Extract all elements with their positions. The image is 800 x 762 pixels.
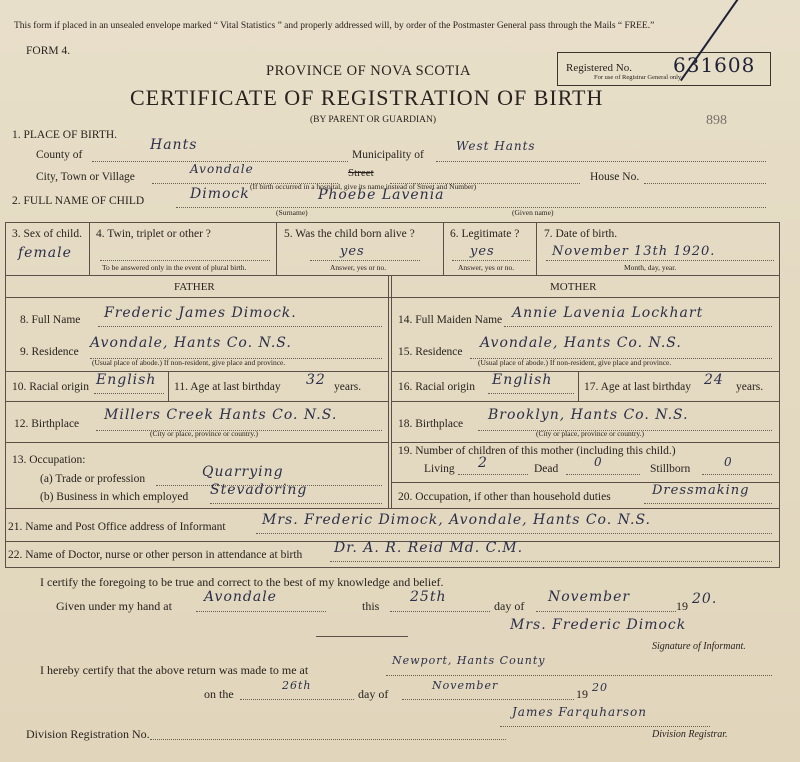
certificate-subtitle: (BY PARENT OR GUARDIAN)	[310, 115, 437, 125]
informant-value: Mrs. Frederic Dimock, Avondale, Hants Co. N.S.	[262, 512, 651, 528]
house-number-label: House No.	[590, 171, 640, 183]
sex-label: 3. Sex of child.	[12, 228, 82, 240]
dead-value: 0	[594, 455, 603, 469]
twin-note: To be answered only in the event of plural birth.	[102, 263, 247, 272]
father-name: Frederic James Dimock.	[104, 305, 297, 321]
mother-birthplace-note: (City or place, province or country.)	[536, 429, 645, 438]
rule-right	[779, 222, 780, 567]
division-registration-label: Division Registration No.	[26, 727, 150, 741]
rule-father-3	[5, 442, 389, 443]
county-value: Hants	[150, 137, 198, 153]
mother-residence: Avondale, Hants Co. N.S.	[480, 335, 682, 351]
municipality-line	[436, 161, 766, 162]
mother-age-years: years.	[736, 381, 764, 393]
alive-line	[310, 260, 420, 261]
dob-value: November 13th 1920.	[552, 244, 716, 259]
this-label: this	[362, 599, 380, 613]
certify-day-line	[390, 611, 490, 612]
rule-parents-divider-2	[391, 275, 392, 508]
dob-line	[546, 260, 774, 261]
dead-label: Dead	[534, 463, 559, 475]
registrar-label: Division Registrar.	[652, 729, 728, 740]
alive-note: Answer, yes or no.	[330, 263, 387, 272]
certify-day-of-label: day of	[494, 599, 525, 613]
dob-label: 7. Date of birth.	[544, 228, 618, 240]
dead-line	[566, 474, 640, 475]
mother-age-label: 17. Age at last birthday	[584, 381, 691, 393]
mother-residence-note: (Usual place of abode.) If non-resident, give place and province.	[478, 358, 672, 367]
stillborn-value: 0	[724, 455, 733, 469]
mother-residence-label: 15. Residence	[398, 346, 463, 358]
father-age: 32	[306, 372, 326, 388]
rule-doctor	[5, 567, 780, 568]
mother-racial: English	[492, 372, 553, 388]
street-label: Street	[348, 167, 374, 179]
informant-label: 21. Name and Post Office address of Informant	[8, 521, 226, 533]
registrar-signature-line	[500, 726, 710, 727]
street-note: (If birth occurred in a hospital, give its name instead of Street and Number)	[250, 182, 477, 191]
rule-father-age	[168, 371, 169, 401]
doctor-value: Dr. A. R. Reid Md. C.M.	[334, 540, 524, 556]
certify-year: 20.	[692, 591, 718, 607]
place-of-birth-heading: 1. PLACE OF BIRTH.	[12, 129, 118, 141]
business-label: (b) Business in which employed	[40, 491, 189, 503]
certify-text: I certify the foregoing to be true and correct to the best of my knowledge and belief.	[40, 575, 444, 589]
sex-value: female	[18, 245, 72, 261]
alive-label: 5. Was the child born alive ?	[284, 228, 415, 240]
county-label: County of	[36, 149, 83, 161]
on-the-label: on the	[204, 687, 234, 701]
rule-v1	[89, 222, 90, 275]
mother-occupation: Dressmaking	[652, 483, 750, 498]
informant-line	[256, 533, 772, 534]
child-surname: Dimock	[190, 186, 250, 202]
registrar-place-line	[386, 675, 772, 676]
municipality-value: West Hants	[456, 139, 536, 153]
legitimate-line	[452, 260, 530, 261]
division-registration-line	[150, 739, 506, 740]
given-place-line	[196, 611, 326, 612]
rule-after-parents	[5, 508, 780, 509]
children-label: 19. Number of children of this mother (including this child.)	[398, 445, 676, 457]
certificate-title: CERTIFICATE OF REGISTRATION OF BIRTH	[130, 85, 604, 110]
registrar-month: November	[432, 679, 499, 692]
registered-sub-label: For use of Registrar General only.	[594, 74, 683, 81]
stamp-number: 898	[706, 113, 727, 128]
mother-age: 24	[704, 372, 724, 388]
rule-mother-3	[391, 442, 780, 443]
certify-month-line	[536, 611, 676, 612]
trade-value: Quarrying	[202, 464, 284, 480]
rule-grid-bottom	[5, 275, 780, 276]
legitimate-note: Answer, yes or no.	[458, 263, 515, 272]
certify-month: November	[548, 589, 631, 605]
mother-name-line	[504, 326, 772, 327]
mother-racial-line	[488, 393, 574, 394]
mother-racial-label: 16. Racial origin	[398, 381, 475, 393]
signature-divider	[316, 636, 408, 637]
certify-year-prefix: 19	[676, 599, 688, 613]
twin-line	[100, 260, 270, 261]
living-line	[458, 474, 528, 475]
rule-v2	[276, 222, 277, 275]
mother-birthplace-label: 18. Birthplace	[398, 418, 464, 430]
certify-day: 25th	[410, 589, 447, 605]
occupation-label: 13. Occupation:	[12, 454, 86, 466]
registrar-signature: James Farquharson	[512, 705, 647, 719]
mother-birthplace: Brooklyn, Hants Co. N.S.	[488, 407, 689, 423]
father-residence-label: 9. Residence	[20, 346, 79, 358]
doctor-line	[330, 561, 772, 562]
living-value: 2	[478, 455, 488, 471]
mother-occupation-line	[644, 503, 772, 504]
registrar-year: 20	[592, 681, 608, 694]
rule-father-2	[5, 401, 389, 402]
child-given-names: Phoebe Lavenia	[318, 187, 445, 203]
legitimate-label: 6. Legitimate ?	[450, 228, 520, 240]
father-heading: FATHER	[174, 281, 215, 293]
mother-heading: MOTHER	[550, 281, 597, 293]
father-age-label: 11. Age at last birthday	[174, 381, 281, 393]
rule-left	[5, 222, 6, 567]
twin-label: 4. Twin, triplet or other ?	[96, 228, 211, 240]
given-name-note: (Given name)	[512, 208, 554, 217]
father-name-line	[98, 326, 382, 327]
municipality-label: Municipality of	[352, 149, 424, 161]
business-line	[210, 503, 382, 504]
house-number-line	[644, 183, 766, 184]
form-number: FORM 4.	[26, 45, 71, 57]
child-name-line	[176, 207, 766, 208]
father-birthplace: Millers Creek Hants Co. N.S.	[104, 407, 338, 423]
registrar-day-of-label: day of	[358, 687, 389, 701]
living-label: Living	[424, 463, 455, 475]
registrar-day: 26th	[282, 679, 312, 692]
stillborn-label: Stillborn	[650, 463, 691, 475]
father-birthplace-note: (City or place, province or country.)	[150, 429, 259, 438]
registrar-month-line	[402, 699, 574, 700]
registrar-day-line	[240, 699, 354, 700]
rule-parents-divider	[388, 275, 389, 508]
city-label: City, Town or Village	[36, 171, 135, 183]
registrar-year-prefix: 19	[576, 687, 588, 701]
trade-label: (a) Trade or profession	[40, 473, 146, 485]
rule-v3	[443, 222, 444, 275]
father-racial-line	[94, 393, 164, 394]
alive-value: yes	[340, 244, 365, 259]
father-residence: Avondale, Hants Co. N.S.	[90, 335, 292, 351]
postal-notice: This form if placed in an unsealed envelope marked “ Vital Statistics ” and properly addressed will, by order of the Postmaster General pass through the Mails “ FREE.”	[14, 21, 655, 31]
father-racial: English	[96, 372, 157, 388]
father-age-years: years.	[334, 381, 362, 393]
given-place: Avondale	[204, 589, 277, 605]
signature-label: Signature of Informant.	[652, 641, 746, 652]
province-heading: PROVINCE OF NOVA SCOTIA	[266, 63, 471, 79]
mother-name-label: 14. Full Maiden Name	[398, 314, 503, 326]
rule-parents-head	[5, 297, 780, 298]
rule-v4	[536, 222, 537, 275]
surname-note: (Surname)	[276, 208, 308, 217]
legitimate-value: yes	[470, 244, 495, 259]
stillborn-line	[702, 474, 772, 475]
doctor-label: 22. Name of Doctor, nurse or other person in attendance at birth	[8, 549, 303, 561]
father-racial-label: 10. Racial origin	[12, 381, 89, 393]
registrar-place: Newport, Hants County	[392, 654, 546, 667]
registered-number-box	[557, 52, 771, 86]
registered-label: Registered No.	[566, 62, 632, 74]
father-name-label: 8. Full Name	[20, 314, 81, 326]
rule-mother-2	[391, 401, 780, 402]
rule-mother-age	[578, 371, 579, 401]
father-birthplace-label: 12. Birthplace	[14, 418, 80, 430]
informant-signature: Mrs. Frederic Dimock	[510, 617, 687, 633]
registrar-text: I hereby certify that the above return was made to me at	[40, 663, 309, 677]
dob-note: Month, day, year.	[624, 263, 677, 272]
business-value: Stevadoring	[210, 482, 308, 498]
registered-number: 631608	[673, 53, 756, 77]
mother-occupation-label: 20. Occupation, if other than household duties	[398, 491, 611, 503]
given-label: Given under my hand at	[56, 599, 172, 613]
father-residence-note: (Usual place of abode.) If non-resident, give place and province.	[92, 358, 286, 367]
child-name-label: 2. FULL NAME OF CHILD	[12, 195, 145, 207]
rule-father-1	[5, 371, 389, 372]
city-value: Avondale	[190, 162, 254, 176]
mother-name: Annie Lavenia Lockhart	[512, 305, 704, 321]
rule-top-grid	[5, 222, 780, 223]
